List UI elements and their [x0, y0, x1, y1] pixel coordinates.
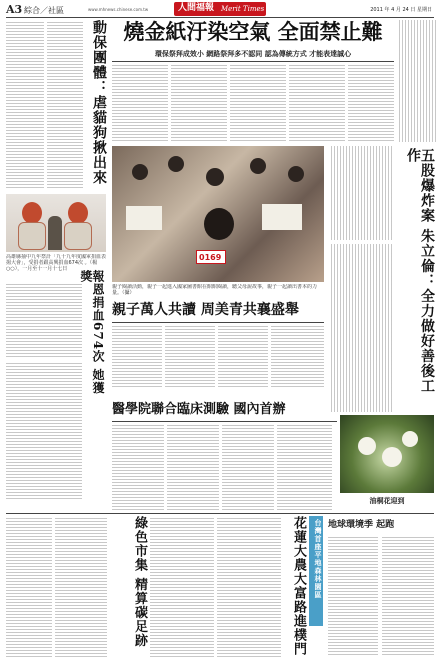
person-center [48, 216, 62, 250]
main-body-col-2 [171, 64, 227, 142]
flower-caption: 油桐花迎到 [369, 497, 405, 505]
bib-tag [196, 250, 226, 264]
medical-rule [112, 421, 337, 422]
left-headline-animal: 動保團體：虐貓狗揪出來 [91, 20, 107, 185]
reading-headline: 親子萬人共讀 周美青共襄盛舉 [112, 302, 299, 318]
masthead-logo [174, 2, 266, 16]
subhead-rule [112, 61, 394, 62]
medical-body-3 [222, 424, 274, 510]
website-url: www.mhnews.chinese.com.tw [88, 7, 149, 12]
mascot-left-figure [22, 202, 42, 224]
boy-head [204, 208, 234, 240]
flower-blossom-3 [402, 431, 418, 447]
right-body-top-1 [398, 20, 436, 142]
bottom-mid-body-2 [217, 517, 281, 657]
reading-body-2 [165, 325, 215, 389]
hualien-headline: 花蓮大農大富路進樸門 [291, 516, 306, 656]
section-name: 綜合／社區 [24, 6, 64, 15]
reading-body-3 [218, 325, 268, 389]
flower-blossom-1 [358, 437, 376, 455]
mascot-photo-caption: 高雄縣抽中九年祭計「九十九年度國軍捐血表揚大會」，受捐者跟高興捐血674次 。（楊○○），一月至十一月十七日 [6, 254, 106, 272]
left-body-text-top-2 [47, 21, 83, 188]
earth-body-2 [382, 536, 434, 656]
left-body-text-bottom [6, 362, 82, 500]
flower-blossom-2 [382, 447, 402, 467]
reading-body-1 [112, 325, 162, 389]
main-body-col-3 [230, 64, 286, 142]
mascot-right-body [64, 222, 92, 250]
child-head-4 [250, 158, 266, 174]
bottom-rule [6, 513, 434, 514]
medical-headline: 醫學院聯合臨床測驗 國內首辦 [112, 402, 286, 417]
flower-photo [340, 415, 434, 493]
left-headline-blood: 報恩捐血674次 她獲獎 [79, 270, 105, 395]
hualien-tag-text: 台灣首座平地森林園區 [314, 519, 322, 599]
earth-headline: 地球環境季 起跑 [328, 520, 395, 530]
book-1 [126, 206, 162, 230]
right-headline-explosion: 五股爆炸案 朱立倫：全力做好善後工作 [405, 148, 435, 394]
paper-name-cn: 人間福報 [178, 3, 215, 13]
book-2 [262, 204, 302, 230]
paper-name-en: Merit Times [221, 5, 265, 13]
mascot-left-body [18, 222, 46, 250]
page-header [6, 4, 436, 16]
right-body-top-2 [330, 146, 392, 240]
child-head-5 [288, 166, 304, 182]
reading-rule [112, 322, 324, 323]
left-body-text-top-1 [6, 21, 44, 188]
bottom-left-body-1 [6, 517, 52, 657]
issue-date: 2011 年 4 月 24 日 星期日 [370, 7, 432, 13]
mascot-photo [6, 194, 106, 252]
left-body-text-mid [6, 283, 82, 357]
medical-body-4 [277, 424, 332, 510]
child-head-3 [206, 168, 224, 186]
medical-body-1 [112, 424, 164, 510]
hualien-tag [309, 516, 323, 626]
main-headline: 燒金紙汙染空氣 全面禁止難 [123, 19, 383, 44]
header-rule [6, 17, 434, 18]
bottom-left-body-2 [55, 517, 107, 657]
earth-body-1 [328, 536, 378, 656]
medical-body-2 [167, 424, 219, 510]
right-body-mid [330, 244, 392, 412]
bib-number: 0169 [199, 253, 222, 262]
main-subhead: 環保祭拜成效小 網路祭拜多不認同 認為傳統方式 才能表達誠心 [154, 50, 352, 58]
reading-photo [112, 146, 324, 282]
main-body-col-1 [112, 64, 168, 142]
green-market-headline: 綠色市集 精算碳足跡 [132, 516, 147, 648]
child-head-2 [168, 156, 184, 172]
bottom-mid-body-1 [150, 517, 214, 657]
child-head-1 [132, 164, 148, 180]
section-code: A3 [6, 3, 23, 16]
main-body-col-4 [289, 64, 345, 142]
mascot-right-figure [68, 202, 88, 224]
main-body-col-5 [348, 64, 394, 142]
reading-photo-caption: 親子閱讀活動，親子一起進入國家圖書館在館館閱讀，聽父母說故事，親子一起讀出書本的力量。（攝） [112, 284, 318, 296]
reading-body-4 [271, 325, 324, 389]
